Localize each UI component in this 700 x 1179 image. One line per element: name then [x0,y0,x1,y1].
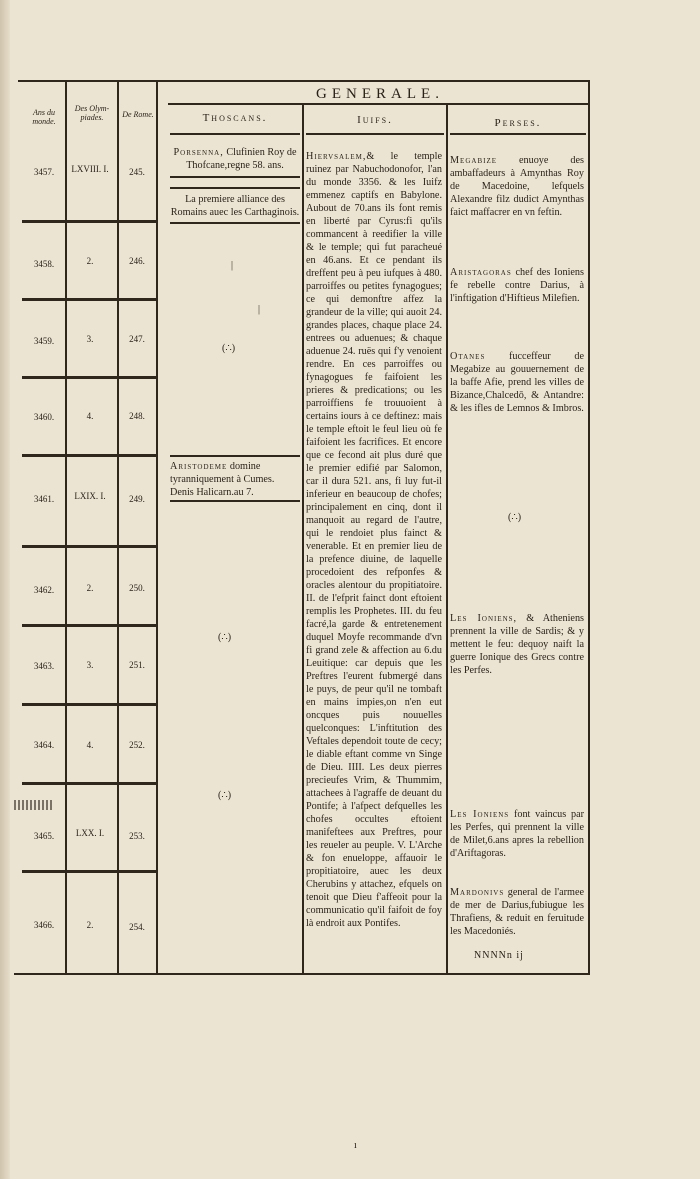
year-cell: 3459. [33,336,55,346]
page-edge [0,0,10,1179]
perses-text: enuoye des ambaffadeurs à Amynthas Roy de Macedoine, lefquels Alexandre filz dudict Amynthas faict maffacrer en vn feftin. [450,155,584,218]
year-cell: 3463. [33,661,55,671]
ornament [14,800,54,810]
rome-cell: 245. [129,167,145,177]
bottom-rule [14,973,588,975]
perses-entry [450,612,584,677]
iuifs-lead: Hiervsalem, [306,151,367,162]
porsenna-text: Clufinien Roy de Thofcane,regne 58. ans. [186,147,297,171]
rome-cell: 248. [129,411,145,421]
perses-text: general de l'armee de mer de Darius,fubiugue les Thrafiens, & reduit en feruitude les Macedoniés. [450,887,584,937]
rome-cell: 250. [129,583,145,593]
alliance-entry: La premiere alliance des Romains auec les Carthaginois. [170,194,300,218]
olympiad-cell: 2. [86,920,94,930]
perses-name: Les Ioniens, [450,613,518,624]
rome-cell: 254. [129,922,145,932]
rome-cell: 246. [129,256,145,266]
olympiad-cell: 2. [86,583,94,593]
entry-rule [170,500,300,502]
running-head: GENERALE. [316,86,444,102]
aristodeme-entry [170,460,300,499]
olympiad-cell: 4. [86,740,94,750]
olympiad-cell: LXIX. I. [74,491,106,501]
thoscans-mark: (∴) [222,343,236,354]
aristodeme-text: domine tyranniquement à Cumes. Denis Halicarn.au 7. [170,461,275,498]
header-an-du-monde: Ans du monde. [32,108,56,126]
iuifs-entry [306,150,442,930]
col-rule-2 [117,80,119,975]
perses-name: Aristagoras [450,267,512,278]
row-rule [22,545,156,548]
rome-cell: 253. [129,831,145,841]
row-rule [22,870,156,873]
subhead-rule-thoscans [170,133,300,135]
year-cell: 3466. [33,920,55,930]
olympiad-cell: 2. [86,256,94,266]
perses-mark: (∴) [508,512,522,523]
year-cell: 3460. [33,412,55,422]
perses-entry [450,266,584,305]
row-rule [22,376,156,379]
perses-name: Les Ioniens [450,809,510,820]
perses-entry [450,886,584,938]
aristodeme-name: Aristodeme [170,461,228,472]
porsenna-name: Porsenna, [173,147,224,158]
olympiad-cell: LXVIII. I. [71,164,109,174]
header-iuifs: Iuifs. [357,114,393,126]
entry-rule [170,187,300,189]
entry-rule [170,455,300,457]
signature-mark: NNNNn ij [474,950,524,961]
year-cell: 3464. [33,740,55,750]
year-cell: 3461. [33,494,55,504]
thoscans-mark: | [258,304,261,315]
perses-text: chef des Ioniens fe rebelle contre Darius, à l'inftigation d'Hiftieus Milefien. [450,267,584,304]
rome-cell: 247. [129,334,145,344]
row-rule [22,624,156,627]
entry-rule [170,176,300,178]
olympiad-cell: 3. [86,660,94,670]
row-rule [22,703,156,706]
subhead-rule-iuifs [306,133,444,135]
rome-cell: 249. [129,494,145,504]
perses-entry [450,350,584,415]
col-rule-3 [156,80,158,975]
thoscans-mark: (∴) [218,632,232,643]
col-rule-1 [65,80,67,975]
header-olympiades: Des Olym-piades. [74,104,110,122]
olympiad-cell: 3. [86,334,94,344]
head-rule [168,103,588,105]
row-rule [22,298,156,301]
thoscans-mark: (∴) [218,790,232,801]
footer-mark: ı [354,1140,357,1151]
porsenna-entry [170,146,300,172]
header-perses: Perses. [494,117,542,129]
row-rule [22,782,156,785]
top-rule [18,80,588,82]
col-rule-6 [588,80,590,975]
perses-name: Megabize [450,155,497,166]
olympiad-cell: 4. [86,411,94,421]
col-rule-5 [446,103,448,975]
thoscans-mark: | [231,260,234,271]
iuifs-body: & le temple ruinez par Nabuchodonofor, l'an du monde 3356. & les Iuifz emmenez captifs en Babylone. Aubout de 70.ans ils font remis en liberté par Cyrus:fi qu'ils commancent à reedifier la ville & le temple; qui fut paracheué en 46.ans. Et ce pendant ils dreffent peu à peu iufques à 480. parroiffes ou petites fynagogues; ce qui demonftre affez la grandeur de la ville; qui auoit 24. grandes places, chaque place 24. entrees ou aduenues; & chaque aduenue 24. ruës qui f'y venoient rendre. En ces parroiffes ou fynagogues fe faifoient les prieres & predications; ou les parroiffiens fe trouuoient à certains iours à ce deftinez: mais le temple eftoit le feul lieu où fe faifoient les facrifices. Et encore que ce fecond ait plus duré que le premier edifié par Salomon, car il dura 521. ans, fi luy fut-il inferieur en beaucoup de chofes; principalement en cinq, dont il manquoit au regard de l'autre, qui le rendoiet plus fainct & venerable. Et en premier lieu de la prefence diuine, de laquelle procedoient des refponfes & oracles alentour du propitiatoire. II. de l'efprit fainct dont eftoient remplis les Prophetes. III. du feu facré,la garde & entretenement duquel Moyfe recommande d'vn fi grand zele & affection au 6.du Leuitique: car depuis que les Preftres l'eurent fubmergé dans le puys, de peur qu'il ne tombaft en mains impies,on n'en eut oncques puis nouuelles quelconques: L'inftitution des Veftales dependoit toute de cecy; le diable eftant comme vn Singe de Dieu. IIII. Les deux pierres precieufes Vrim, & Thummim, attachees à l'agraffe de deuant du Pontife; à l'afpect defquelles les chofes occultes eftoient manifeftees aux Preftres, pour les reueler au peuple. V. L'Arche & fon enueloppe, affauoir le propitiatoire, auec les deux Cherubins y attachez, efquels on tenoit que Dieu f'affeoit pour la communicatio qu'il faifoit de foy là endroit aux Pontifes. [306,151,442,929]
entry-rule [170,222,300,224]
col-rule-4 [302,103,304,975]
subhead-rule-perses [450,133,586,135]
perses-entry [450,808,584,860]
year-cell: 3465. [33,831,55,841]
year-cell: 3462. [33,585,55,595]
header-thoscans: Thoscans. [202,112,268,124]
row-rule [22,454,156,457]
row-rule [22,220,156,223]
rome-cell: 251. [129,660,145,670]
year-cell: 3457. [33,167,55,177]
olympiad-cell: LXX. I. [75,828,105,838]
perses-text: & Atheniens prennent la ville de Sardis; & y mettent le feu: dequoy naift la guerre Ionique des Grecs contre les Perfes. [450,613,584,676]
header-de-rome: De Rome. [122,110,154,119]
perses-name: Mardonivs [450,887,505,898]
perses-name: Otanes [450,351,486,362]
perses-text: fucceffeur de Megabize au gouuernement de la baffe Afie, prend les villes de Bizance,Chalcedō, & Antandre: & les ifles de Lemnos & Imbros. [450,351,584,414]
perses-entry [450,154,584,219]
year-cell: 3458. [33,259,55,269]
perses-text: font vaincus par les Perfes, qui prennent la ville de Milet,6.ans apres la rebellion d'Ariftagoras. [450,809,584,859]
rome-cell: 252. [129,740,145,750]
